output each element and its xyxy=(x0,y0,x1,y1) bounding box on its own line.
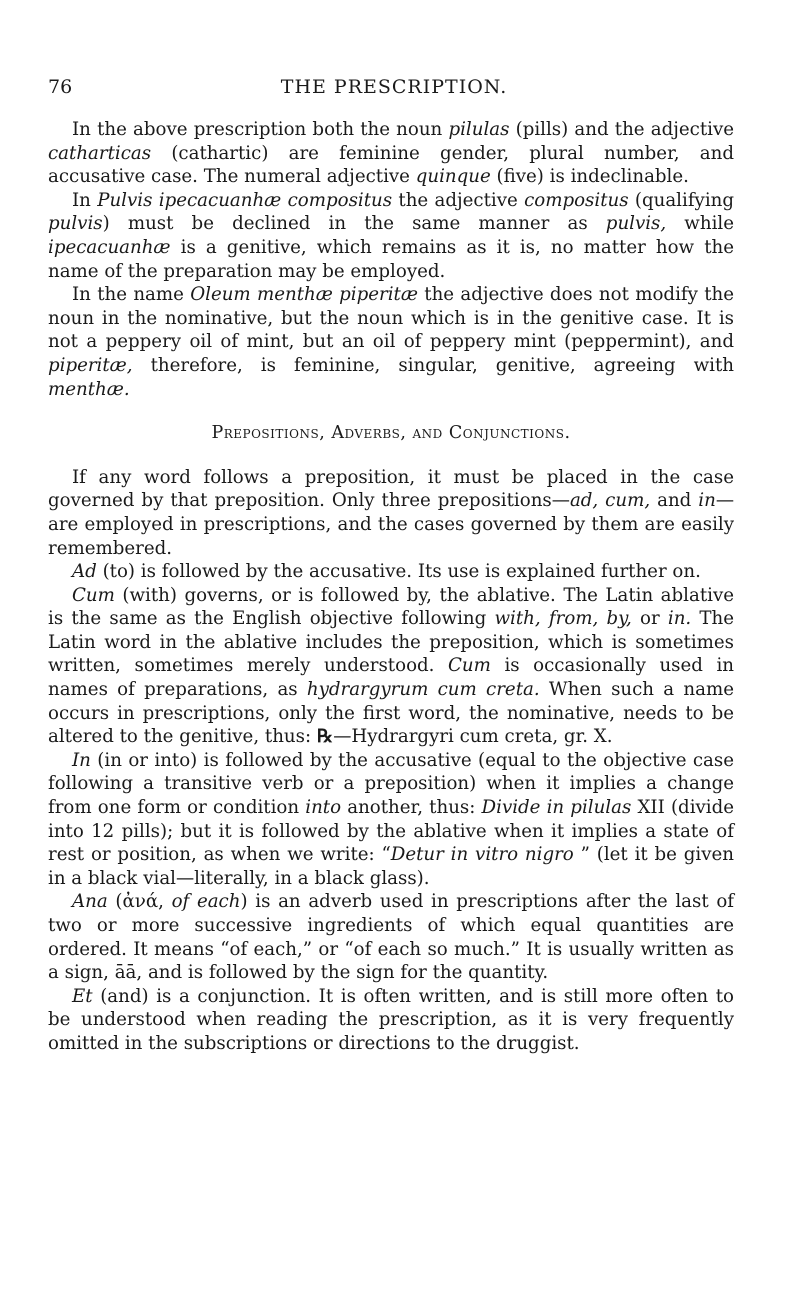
paragraph-pulvis: In Pulvis ipecacuanhæ compositus the adjective compositus (qualifying pulvis) must be declined in the same manner as pulvis, while ipecacuanhæ is a genitive, which remains as it is, no matter how the name of the preparation may be employed. xyxy=(48,189,734,282)
paragraph-oleum: In the name Oleum menthæ piperitæ the adjective does not modify the noun in the nominative, but the noun which is in the genitive case. It is not a peppery oil of mint, but an oil of peppery mint (peppermint), and piperitæ, therefore, is feminine, singular, genitive, agreeing with menthæ. xyxy=(48,284,734,400)
paragraph-et: Et (and) is a conjunction. It is often written, and is still more often to be understood when reading the prescription, as it is very frequently omitted in the subscriptions or directions to the druggist. xyxy=(48,985,734,1054)
page-header xyxy=(48,76,740,104)
page-number: 76 xyxy=(48,76,73,98)
paragraph-pilulas: In the above prescription both the noun pilulas (pills) and the adjective catharticas (cathartic) are feminine gender, plural number, and accusative case. The numeral adjective quinque (five) is indeclinable. xyxy=(48,119,734,188)
page-body xyxy=(48,118,734,1056)
paragraph-ad: Ad (to) is followed by the accusative. Its use is explained further on. xyxy=(72,561,701,583)
section-heading: Prepositions, Adverbs, and Conjunctions. xyxy=(211,423,571,444)
paragraph-prepositions: If any word follows a preposition, it must be placed in the case governed by that preposition. Only three prepositions—ad, cum, and in—are employed in prescriptions, and the cases governed by them are easily remembered. xyxy=(48,466,735,559)
paragraph-cum: Cum (with) governs, or is followed by, the ablative. The Latin ablative is the same as the English objective following with, from, by, or in. The Latin word in the ablative includes the preposition, which is sometimes written, sometimes merely understood. Cum is occasionally used in names of preparations, as hydrargyrum cum creta. When such a name occurs in prescriptions, only the first word, the nominative, needs to be altered to the genitive, thus: ℞—Hydrargyri cum creta, gr. X. xyxy=(48,584,735,748)
paragraph-in: In (in or into) is followed by the accusative (equal to the objective case following a transitive verb or a preposition) when it implies a change from one form or condition into another, thus: Divide in pilulas XII (divide into 12 pills); but it is followed by the ablative when it implies a state of rest or position, as when we write: “Detur in vitro nigro ” (let it be given in a black vial—literally, in a black glass). xyxy=(48,749,735,889)
running-title: THE PRESCRIPTION. xyxy=(280,76,508,98)
recipe-symbol: ℞ xyxy=(316,726,334,748)
paragraph-ana: Ana (ἀνά, of each) is an adverb used in prescriptions after the last of two or more successive ingredients of which equal quantities are ordered. It means “of each,” or “of each so much.” It is usually written as a sign, āā, and is followed by the sign for the quantity. xyxy=(48,891,735,984)
